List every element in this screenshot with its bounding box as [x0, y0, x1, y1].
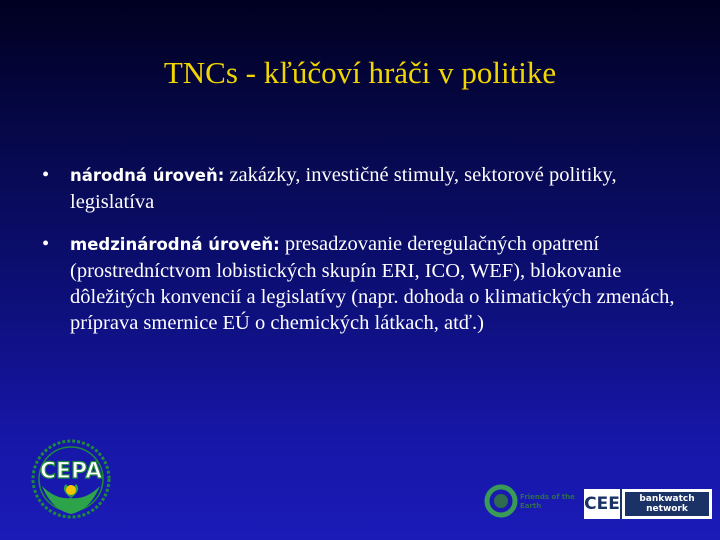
partner-logo	[484, 484, 578, 524]
cee-tag	[625, 492, 709, 516]
bullet-list	[40, 162, 690, 352]
bullet-term: medzinárodná úroveň:	[70, 235, 280, 254]
cee-tag-line-1: bankwatch	[639, 494, 695, 504]
slide-title: TNCs - kľúčoví hráči v politike	[163, 55, 557, 90]
partner-logo-text	[520, 493, 575, 511]
bullet-text: presadzovanie deregulačných opatrení (prostredníctvom lobistických skupín ERI, ICO, WEF), blokovanie dôležitých konvencií a legislatívy (napr. dohoda o klimatických zmenách, príprava smernice EÚ o chemických látkach, atď.)	[70, 233, 675, 334]
partner-line-1: Friends of the	[520, 493, 575, 501]
cee-mark: CEE	[584, 489, 622, 519]
bullet-international-level	[40, 231, 690, 336]
cee-bankwatch-logo	[584, 489, 712, 519]
partner-line-2: Earth	[520, 502, 542, 510]
cee-tag-line-2: network	[646, 504, 688, 514]
bullet-term: národná úroveň:	[70, 166, 225, 185]
bullet-national-level	[40, 162, 690, 215]
bullet-dot-icon: •	[42, 233, 50, 255]
cepa-logo-text: CEPA	[39, 459, 103, 484]
cepa-logo-icon	[22, 438, 120, 520]
green-circle-logo-icon	[484, 484, 518, 518]
bullet-text: zakázky, investičné stimuly, sektorové politiky, legislatíva	[70, 164, 617, 213]
bullet-dot-icon: •	[42, 164, 50, 186]
